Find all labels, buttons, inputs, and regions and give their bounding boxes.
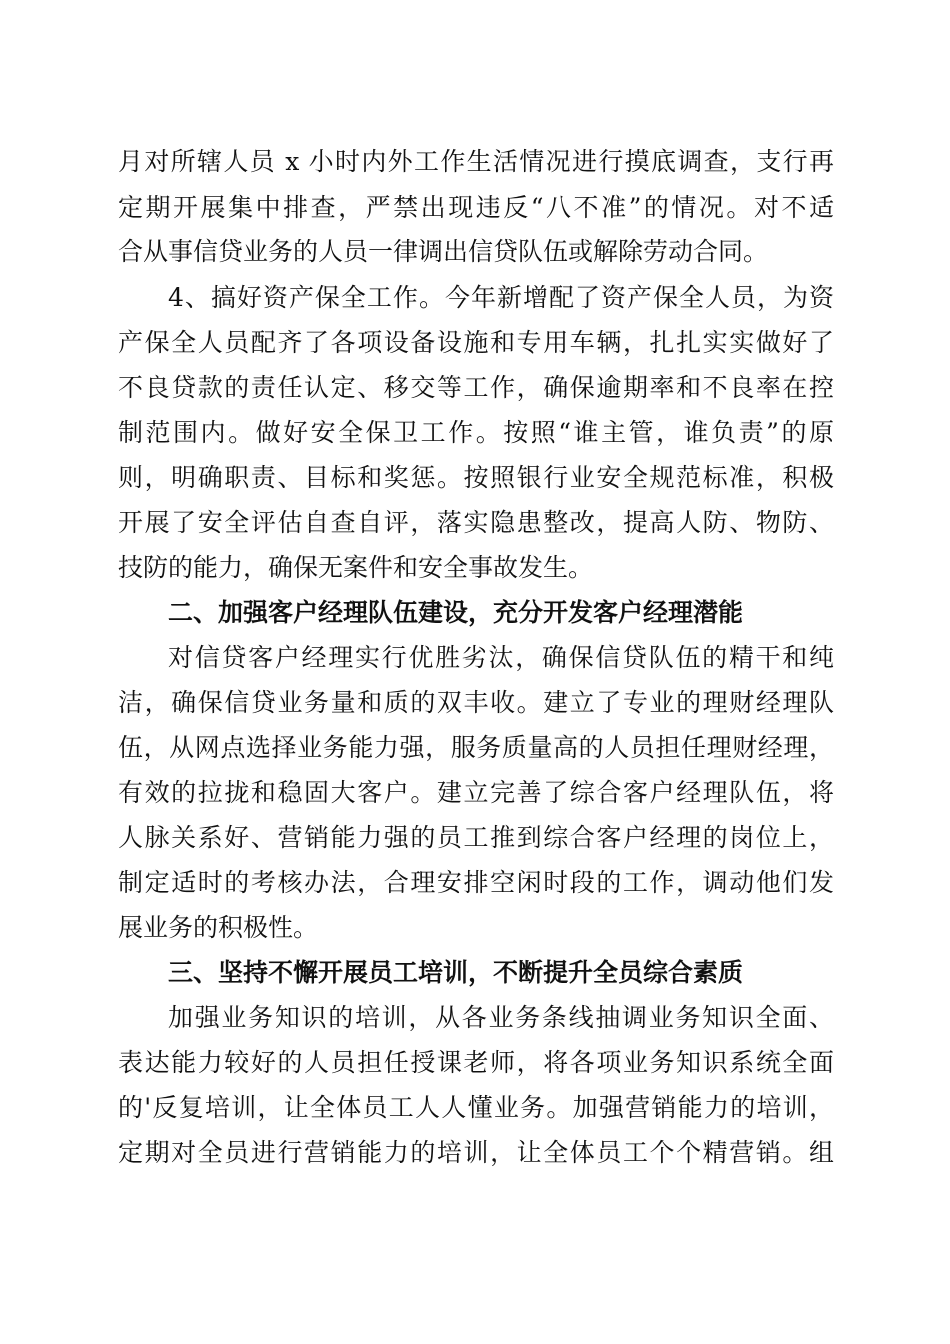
paragraph-first-line: 4、搞好资产保全工作。今年新增配了资产保全人员，为资 (168, 283, 834, 312)
section-heading: 三、坚持不懈开展员工培训，不断提升全员综合素质 (168, 958, 744, 987)
text-line: 人脉关系好、营销能力强的员工推到综合客户经理的岗位上， (118, 823, 834, 852)
text-line: 月对所辖人员 x 小时内外工作生活情况进行摸底调查，支行再 (118, 147, 834, 176)
text-line: 定期对全员进行营销能力的培训，让全体员工个个精营销。组 (118, 1138, 834, 1167)
text-line: 则，明确职责、目标和奖惩。按照银行业安全规范标准，积极 (118, 463, 834, 492)
text-line: 制范围内。做好安全保卫工作。按照“谁主管，谁负责”的原 (118, 418, 834, 447)
paragraph-first-line: 对信贷客户经理实行优胜劣汰，确保信贷队伍的精干和纯 (168, 643, 834, 672)
text-line: 的'反复培训，让全体员工人人懂业务。加强营销能力的培训， (118, 1093, 835, 1122)
text-line: 制定适时的考核办法，合理安排空闲时段的工作，调动他们发 (118, 868, 834, 897)
text-line: 合从事信贷业务的人员一律调出信贷队伍或解除劳动合同。 (118, 237, 769, 266)
text-line: 展业务的积极性。 (118, 913, 319, 942)
paragraph-first-line: 加强业务知识的培训，从各业务条线抽调业务知识全面、 (168, 1003, 834, 1032)
text-line: 表达能力较好的人员担任授课老师，将各项业务知识系统全面 (118, 1048, 834, 1077)
text-line: 技防的能力，确保无案件和安全事故发生。 (118, 553, 594, 582)
text-line: 伍，从网点选择业务能力强，服务质量高的人员担任理财经理， (118, 733, 834, 762)
text-line: 开展了安全评估自查自评，落实隐患整改，提高人防、物防、 (118, 508, 834, 537)
text-line: 有效的拉拢和稳固大客户。建立完善了综合客户经理队伍，将 (118, 778, 834, 807)
text-line: 洁，确保信贷业务量和质的双丰收。建立了专业的理财经理队 (118, 688, 834, 717)
text-line: 定期开展集中排查，严禁出现违反“八不准”的情况。对不适 (118, 193, 834, 222)
text-line: 不良贷款的责任认定、移交等工作，确保逾期率和不良率在控 (118, 373, 834, 402)
text-line: 产保全人员配齐了各项设备设施和专用车辆，扎扎实实做好了 (118, 328, 834, 357)
section-heading: 二、加强客户经理队伍建设，充分开发客户经理潜能 (168, 598, 744, 627)
